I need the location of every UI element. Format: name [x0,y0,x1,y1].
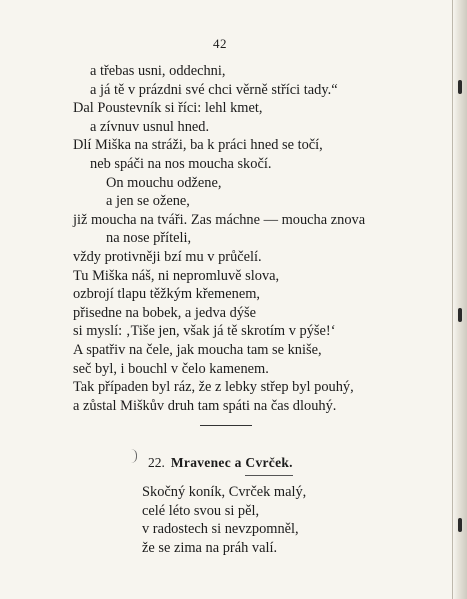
edge-mark [458,518,462,532]
text-line: a zůstal Miškův druh tam spáti na čas dlouhý. [73,397,337,414]
section-title: Mravenec a Cvrček. [170,455,293,470]
text-line: A spatřiv na čele, jak moucha tam se kniše, [73,341,322,358]
section-heading [148,455,293,471]
text-line: celé léto svou si pěl, [142,502,260,519]
text-line: a zívnuv usnul hned. [90,118,210,135]
text-line: Dal Poustevník si říci: lehl kmet, [73,100,263,117]
text-line: přisedne na bobek, a jedva dýše [73,304,257,321]
section-number: 22. [148,455,165,470]
text-line: v radostech si nevzpomněl, [142,521,299,538]
text-line: Dlí Miška na stráži, ba k práci hned se točí, [73,137,323,154]
text-line: Skočný koník, Cvrček malý, [142,484,307,500]
text-line: a jen se ožene, [106,193,190,210]
edge-mark [458,80,462,94]
title-underline [245,475,293,476]
text-line: a já tě v prázdni své chci věrně stříci tady.“ [90,81,338,98]
text-line: na nose příteli, [106,230,192,247]
text-line: již moucha na tváři. Zas máchne — moucha znova [73,211,366,228]
edge-mark [458,308,462,322]
poem-text [0,62,440,415]
text-line: On mouchu odžene, [106,174,222,191]
text-line: si myslí: ‚Tiše jen, však já tě skrotím v pýše!‘ [73,323,336,340]
text-line: vždy protivněji bzí mu v průčelí. [73,248,262,265]
text-line: Tu Miška náš, ni nepromluvě slova, [73,267,280,284]
text-line: že se zima na práh valí. [142,539,278,556]
text-line: neb spáči na nos moucha skočí. [90,155,272,172]
text-line: ozbrojí tlapu těžkým křemenem, [73,286,261,303]
page-number: 42 [213,36,227,51]
text-line: Tak případen byl ráz, že z lebky střep byl pouhý, [73,379,354,396]
text-line: a třebas usni, oddechni, [90,63,226,79]
section-divider [200,425,252,426]
text-line: seč byl, i bouchl v čelo kamenem. [73,360,269,377]
page-binding-edge [452,0,467,599]
ink-mark [130,449,137,463]
fable-text [0,483,440,557]
